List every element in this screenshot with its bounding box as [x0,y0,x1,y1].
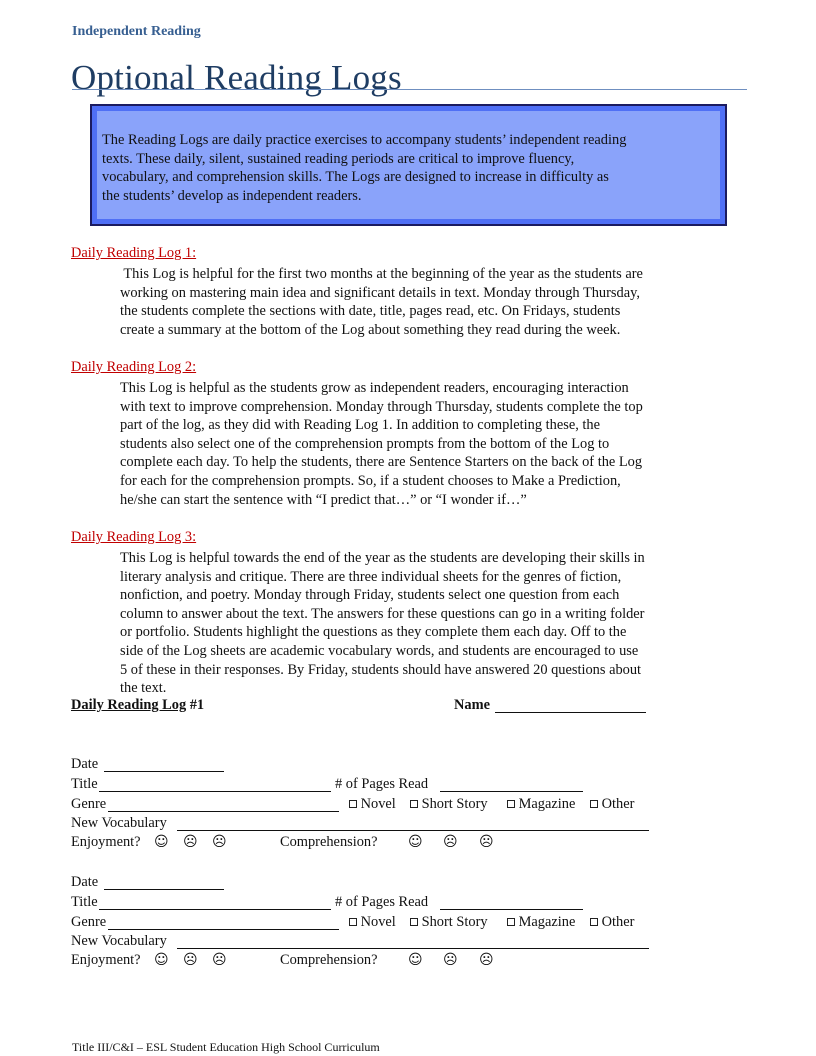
pages-read-label: # of Pages Read [335,894,429,910]
genre-option-magazine[interactable] [507,796,575,813]
genre-option-other[interactable] [590,914,634,931]
section-heading-log-2: Daily Reading Log 2: [71,359,197,375]
paragraph-line: create a summary at the bottom of the Log about something they read during the week. [120,321,621,338]
log-form-heading-number: #1 [186,697,205,713]
name-field[interactable] [495,712,646,713]
new-vocabulary-label: New Vocabulary [71,815,167,831]
genre-option-label: Short Story [421,914,488,930]
section-paragraph-log-2 [120,379,750,509]
paragraph-line: This Log is helpful towards the end of the year as the students are developing their skills in [120,550,645,566]
intro-callout-box [90,104,727,226]
checkbox[interactable] [410,918,418,926]
comprehension-label: Comprehension? [280,834,378,850]
date-label: Date [71,874,99,890]
neutral-face-icon[interactable]: ☹ [183,952,198,968]
neutral-face-icon[interactable]: ☹ [183,834,198,850]
genre-option-label: Novel [360,914,396,930]
paragraph-line: literary analysis and critique. There are three individual sheets for the genres of fiction, [120,568,622,585]
genre-option-other[interactable] [590,796,634,813]
paragraph-line: This Log is helpful as the students grow as independent readers, encouraging interaction [120,380,629,396]
section-heading-log-3: Daily Reading Log 3: [71,529,197,545]
pages-read-field[interactable] [440,791,583,792]
title-underline-divider [72,89,747,90]
paragraph-line: side of the Log sheets are academic vocabulary words, and students are encouraged to use [120,642,639,659]
new-vocabulary-field[interactable] [177,830,649,831]
smiley-face-icon[interactable]: ☺ [154,834,169,850]
intro-line: vocabulary, and comprehension skills. The Logs are designed to increase in difficulty as [102,169,609,185]
frown-face-icon[interactable]: ☹ [479,834,494,850]
enjoyment-label: Enjoyment? [71,952,141,968]
paragraph-line: part of the log, as they did with Reading Log 1. In addition to completing these, the [120,417,600,434]
date-field[interactable] [104,889,224,890]
frown-face-icon[interactable]: ☹ [212,834,227,850]
date-label: Date [71,756,99,772]
title-label: Title [71,776,98,792]
intro-line: the students’ develop as independent readers. [102,187,362,204]
paragraph-line: students also select one of the comprehension prompts from the bottom of the Log to [120,435,610,452]
paragraph-line: the text. [120,680,167,697]
paragraph-line: 5 of these in their responses. By Friday, students should have answered 20 questions about [120,661,642,678]
comprehension-label: Comprehension? [280,952,378,968]
paragraph-line: working on mastering main idea and significant details in text. Monday through Thursday, [120,284,640,301]
intro-line: The Reading Logs are daily practice exercises to accompany students’ independent reading [102,132,627,148]
paragraph-line: This Log is helpful for the first two months at the beginning of the year as the students are [120,266,643,282]
genre-option-label: Novel [360,796,396,812]
genre-option-short-story[interactable] [410,796,488,813]
section-paragraph-log-3 [120,549,750,698]
enjoyment-label: Enjoyment? [71,834,141,850]
new-vocabulary-label: New Vocabulary [71,933,167,949]
paragraph-line: column to answer about the text. The answers for these questions can go in a writing folder [120,605,645,622]
paragraph-line: the students complete the sections with date, title, pages read, etc. On Fridays, students [120,303,621,320]
section-heading-log-1: Daily Reading Log 1: [71,245,197,261]
paragraph-line: for each for the comprehension prompts. So, if a student chooses to Make a Prediction, [120,472,621,489]
paragraph-line: with text to improve comprehension. Monday through Thursday, students complete the top [120,398,643,415]
intro-line: texts. These daily, silent, sustained reading periods are critical to improve fluency, [102,150,575,167]
checkbox[interactable] [349,918,357,926]
checkbox[interactable] [590,918,598,926]
genre-field[interactable] [108,811,339,812]
genre-option-label: Magazine [518,796,576,812]
pages-read-label: # of Pages Read [335,776,429,792]
section-header-label: Independent Reading [72,24,201,39]
smiley-face-icon[interactable]: ☺ [154,952,169,968]
genre-option-label: Short Story [421,796,488,812]
new-vocabulary-field[interactable] [177,948,649,949]
genre-label: Genre [71,796,107,812]
checkbox[interactable] [507,800,515,808]
paragraph-line: or portfolio. Students highlight the questions as they complete them each day. Off to the [120,624,627,641]
page-footer: Title III/C&I – ESL Student Education High School Curriculum [72,1040,380,1054]
page-title: Optional Reading Logs [71,58,402,97]
smiley-face-icon[interactable]: ☺ [408,952,423,968]
date-field[interactable] [104,771,224,772]
log-form-heading [71,697,204,714]
neutral-face-icon[interactable]: ☹ [443,952,458,968]
genre-field[interactable] [108,929,339,930]
paragraph-line: he/she can start the sentence with “I predict that…” or “I wonder if…” [120,491,527,508]
genre-option-label: Other [601,914,635,930]
smiley-face-icon[interactable]: ☺ [408,834,423,850]
checkbox[interactable] [410,800,418,808]
paragraph-line: complete each day. To help the students, there are Sentence Starters on the back of the Log [120,454,643,471]
checkbox[interactable] [590,800,598,808]
checkbox[interactable] [349,800,357,808]
log-form-heading-text: Daily Reading Log [71,697,187,713]
genre-label: Genre [71,914,107,930]
genre-option-label: Other [601,796,635,812]
title-field[interactable] [99,791,331,792]
intro-text [102,131,720,205]
genre-option-short-story[interactable] [410,914,488,931]
genre-option-novel[interactable] [349,914,396,931]
checkbox[interactable] [507,918,515,926]
neutral-face-icon[interactable]: ☹ [443,834,458,850]
section-paragraph-log-1 [120,265,750,339]
genre-option-magazine[interactable] [507,914,575,931]
paragraph-line: nonfiction, and poetry. Monday through Friday, students select one question from each [120,587,620,604]
name-label: Name [454,697,490,713]
pages-read-field[interactable] [440,909,583,910]
genre-option-novel[interactable] [349,796,396,813]
title-label: Title [71,894,98,910]
frown-face-icon[interactable]: ☹ [479,952,494,968]
title-field[interactable] [99,909,331,910]
frown-face-icon[interactable]: ☹ [212,952,227,968]
genre-option-label: Magazine [518,914,576,930]
